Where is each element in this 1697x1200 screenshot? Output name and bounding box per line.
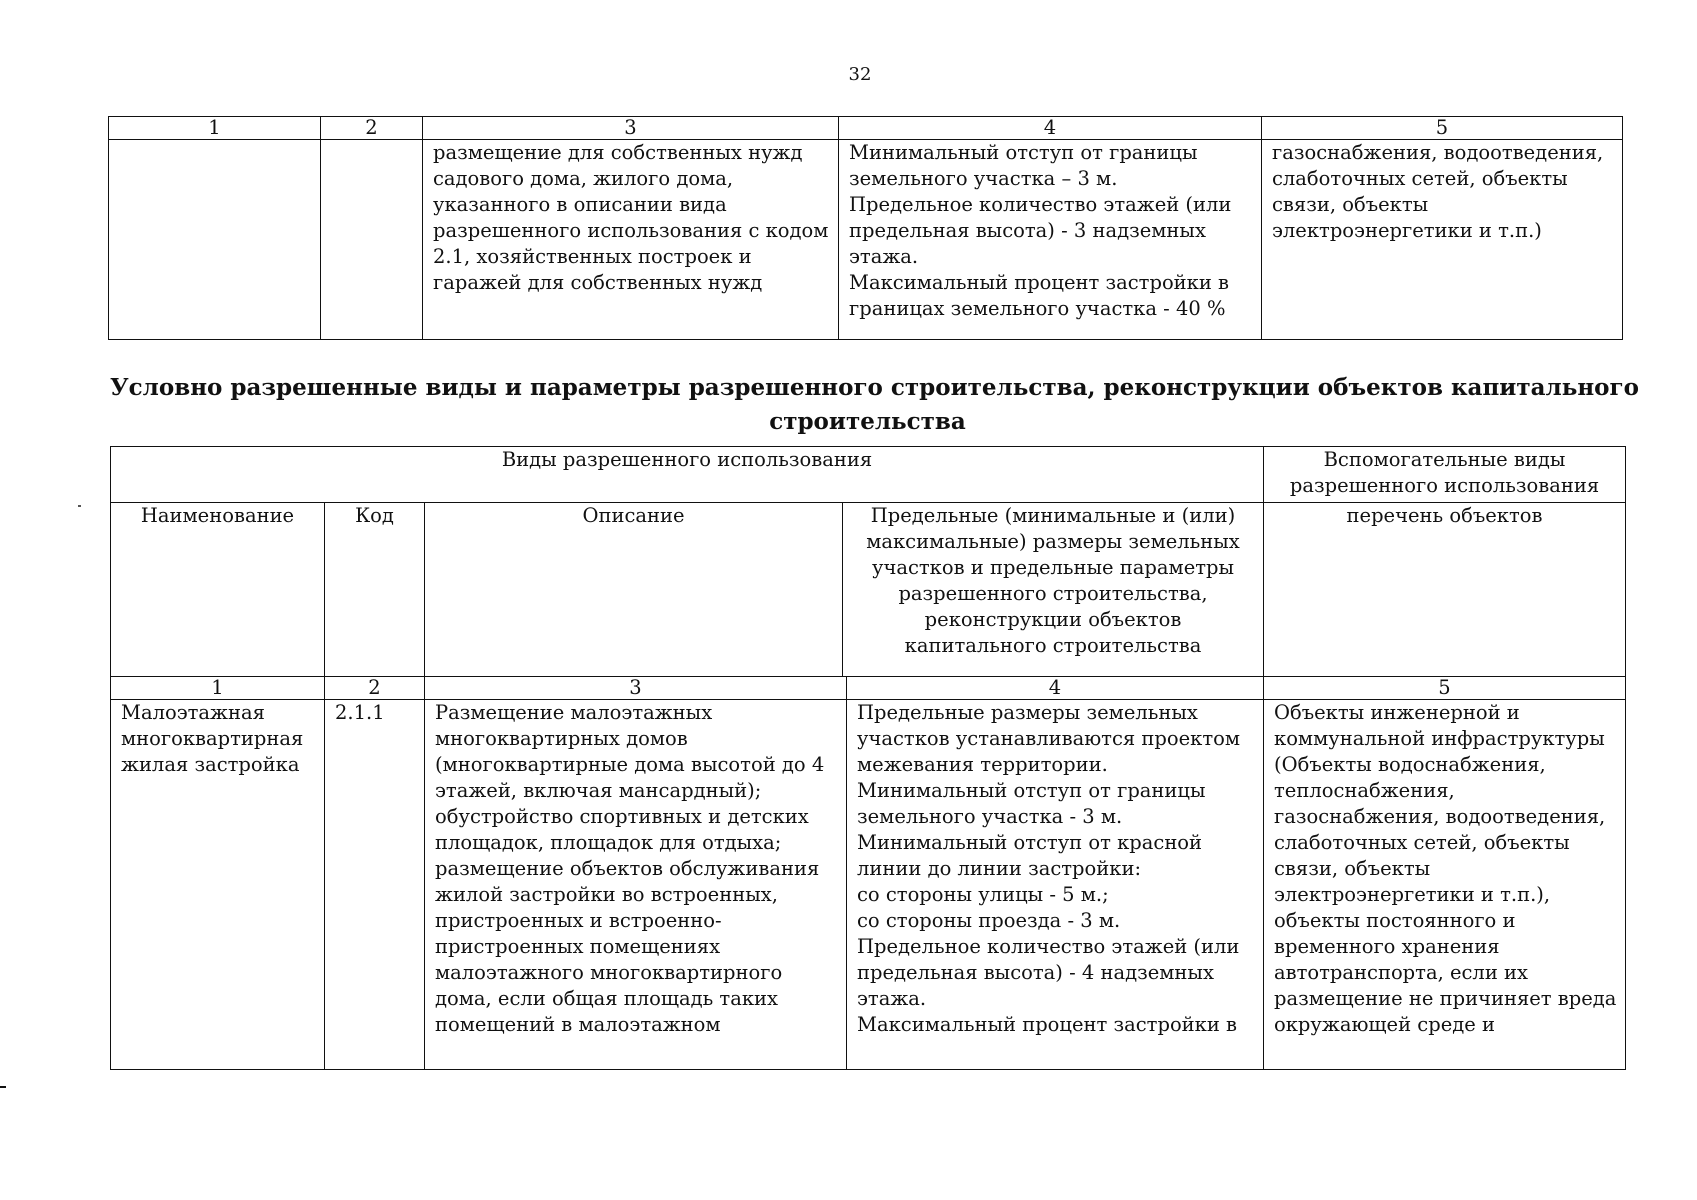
cell-limits (847, 700, 1264, 1070)
text-line: Малоэтажная (121, 701, 265, 724)
text-line: размещение объектов обслуживания (435, 857, 820, 880)
col-number-5: 5 (1264, 677, 1626, 700)
text-line: Максимальный процент застройки в (857, 1013, 1238, 1036)
text-line: дома, если общая площадь таких (435, 987, 779, 1010)
text-line: со стороны улицы - 5 м.; (857, 883, 1109, 906)
text-line: (Объекты водоснабжения, (1274, 753, 1546, 776)
text-line: жилая застройка (121, 753, 300, 776)
text-line: теплоснабжения, (1274, 779, 1455, 802)
aux-header-cell (1264, 447, 1626, 503)
text-line: автотранспорта, если их (1274, 961, 1529, 984)
text-line: земельного участка – 3 м. (849, 167, 1118, 190)
text-line: разрешенного использования с кодом (433, 219, 829, 242)
text-line: садового дома, жилого дома, (433, 167, 734, 190)
text-line: размещение не причиняет вреда (1274, 987, 1617, 1010)
text-line: гаражей для собственных нужд (433, 271, 763, 294)
text-line: газоснабжения, водоотведения, (1274, 805, 1606, 828)
text-line: капитального строительства (904, 634, 1202, 657)
header-table (110, 446, 1626, 677)
text-line: (многоквартирные дома высотой до 4 (435, 753, 825, 776)
cell-name-empty (109, 140, 321, 340)
scan-mark (78, 505, 81, 507)
text-line: размещение для собственных нужд (433, 141, 803, 164)
text-line: помещений в малоэтажном (435, 1013, 721, 1036)
cell-description (423, 140, 839, 340)
column-header-row (111, 503, 1626, 677)
text-line: линии до линии застройки: (857, 857, 1142, 880)
text-line: этажа. (857, 987, 927, 1010)
text-line: газоснабжения, водоотведения, (1272, 141, 1604, 164)
header-description: Описание (425, 503, 843, 677)
col-number-2: 2 (321, 117, 423, 140)
column-number-row (109, 117, 1623, 140)
text-line: обустройство спортивных и детских (435, 805, 809, 828)
text-line: слаботочных сетей, объекты (1274, 831, 1570, 854)
text-line: земельного участка - 3 м. (857, 805, 1123, 828)
text-line: объекты постоянного и (1274, 909, 1516, 932)
text-line: многоквартирная (121, 727, 304, 750)
text-line: Предельные размеры земельных (857, 701, 1198, 724)
text-line: пристроенных помещениях (435, 935, 721, 958)
text-line: максимальные) размеры земельных (866, 530, 1240, 553)
col-number-2: 2 (325, 677, 425, 700)
group-header-cell: Виды разрешенного использования (111, 447, 1264, 503)
text-line: электроэнергетики и т.п.) (1272, 219, 1542, 242)
page-number: 32 (848, 64, 872, 85)
table-row (109, 140, 1623, 340)
text-line: Объекты инженерной и (1274, 701, 1520, 724)
text-line: границах земельного участка - 40 % (849, 297, 1226, 320)
text-line: указанного в описании вида (433, 193, 727, 216)
text-line: межевания территории. (857, 753, 1108, 776)
cell-name (111, 700, 325, 1070)
text-line: Минимальный отступ от границы (849, 141, 1198, 164)
cell-objects (1264, 700, 1626, 1070)
text-line: жилой застройки во встроенных, (435, 883, 778, 906)
section-heading (110, 371, 1639, 439)
header-name: Наименование (111, 503, 325, 677)
text-line: этажей, включая мансардный); (435, 779, 762, 802)
text-line: электроэнергетики и т.п.), (1274, 883, 1551, 906)
text-line: малоэтажного многоквартирного (435, 961, 783, 984)
scan-mark (0, 1086, 6, 1088)
header-code: Код (325, 503, 425, 677)
col-number-1: 1 (109, 117, 321, 140)
text-line: участков устанавливаются проектом (857, 727, 1241, 750)
text-line: этажа. (849, 245, 919, 268)
text-line: Предельное количество этажей (или (849, 193, 1232, 216)
text-line: временного хранения (1274, 935, 1500, 958)
text-line: Предельное количество этажей (или (857, 935, 1240, 958)
data-table (110, 676, 1626, 1070)
text-line: Максимальный процент застройки в (849, 271, 1230, 294)
text-line: окружающей среде и (1274, 1013, 1495, 1036)
text-line: разрешенного строительства, (898, 582, 1208, 605)
cell-code: 2.1.1 (325, 700, 425, 1070)
text-line: пристроенных и встроенно- (435, 909, 722, 932)
text-line: Минимальный отступ от красной (857, 831, 1203, 854)
col-number-3: 3 (425, 677, 847, 700)
text-line: Минимальный отступ от границы (857, 779, 1206, 802)
text-line: реконструкции объектов (924, 608, 1182, 631)
cell-limits (839, 140, 1262, 340)
text-line: Предельные (минимальные и (или) (870, 504, 1236, 527)
col-number-3: 3 (423, 117, 839, 140)
text-line: Вспомогательные виды (1323, 448, 1566, 471)
header-limits (843, 503, 1264, 677)
header-objects: перечень объектов (1264, 503, 1626, 677)
column-number-row (111, 677, 1626, 700)
group-header-row (111, 447, 1626, 503)
col-number-5: 5 (1262, 117, 1623, 140)
text-line: связи, объекты (1272, 193, 1429, 216)
continuation-table (108, 116, 1623, 340)
text-line: площадок, площадок для отдыха; (435, 831, 782, 854)
section-heading-line1: Условно разрешенные виды и параметры разрешенного строительства, реконструкции объектов капитального (110, 374, 1639, 401)
text-line: предельная высота) - 3 надземных (849, 219, 1206, 242)
text-line: 2.1, хозяйственных построек и (433, 245, 752, 268)
col-number-4: 4 (839, 117, 1262, 140)
col-number-4: 4 (847, 677, 1264, 700)
text-line: предельная высота) - 4 надземных (857, 961, 1214, 984)
cell-objects (1262, 140, 1623, 340)
text-line: разрешенного использования (1289, 474, 1600, 497)
text-line: многоквартирных домов (435, 727, 688, 750)
text-line: слаботочных сетей, объекты (1272, 167, 1568, 190)
text-line: участков и предельные параметры (871, 556, 1235, 579)
text-line: коммунальной инфраструктуры (1274, 727, 1605, 750)
table-row (111, 700, 1626, 1070)
cell-description (425, 700, 847, 1070)
text-line: связи, объекты (1274, 857, 1431, 880)
cell-code-empty (321, 140, 423, 340)
text-line: Размещение малоэтажных (435, 701, 713, 724)
text-line: со стороны проезда - 3 м. (857, 909, 1121, 932)
section-heading-line2: строительства (769, 408, 966, 435)
col-number-1: 1 (111, 677, 325, 700)
